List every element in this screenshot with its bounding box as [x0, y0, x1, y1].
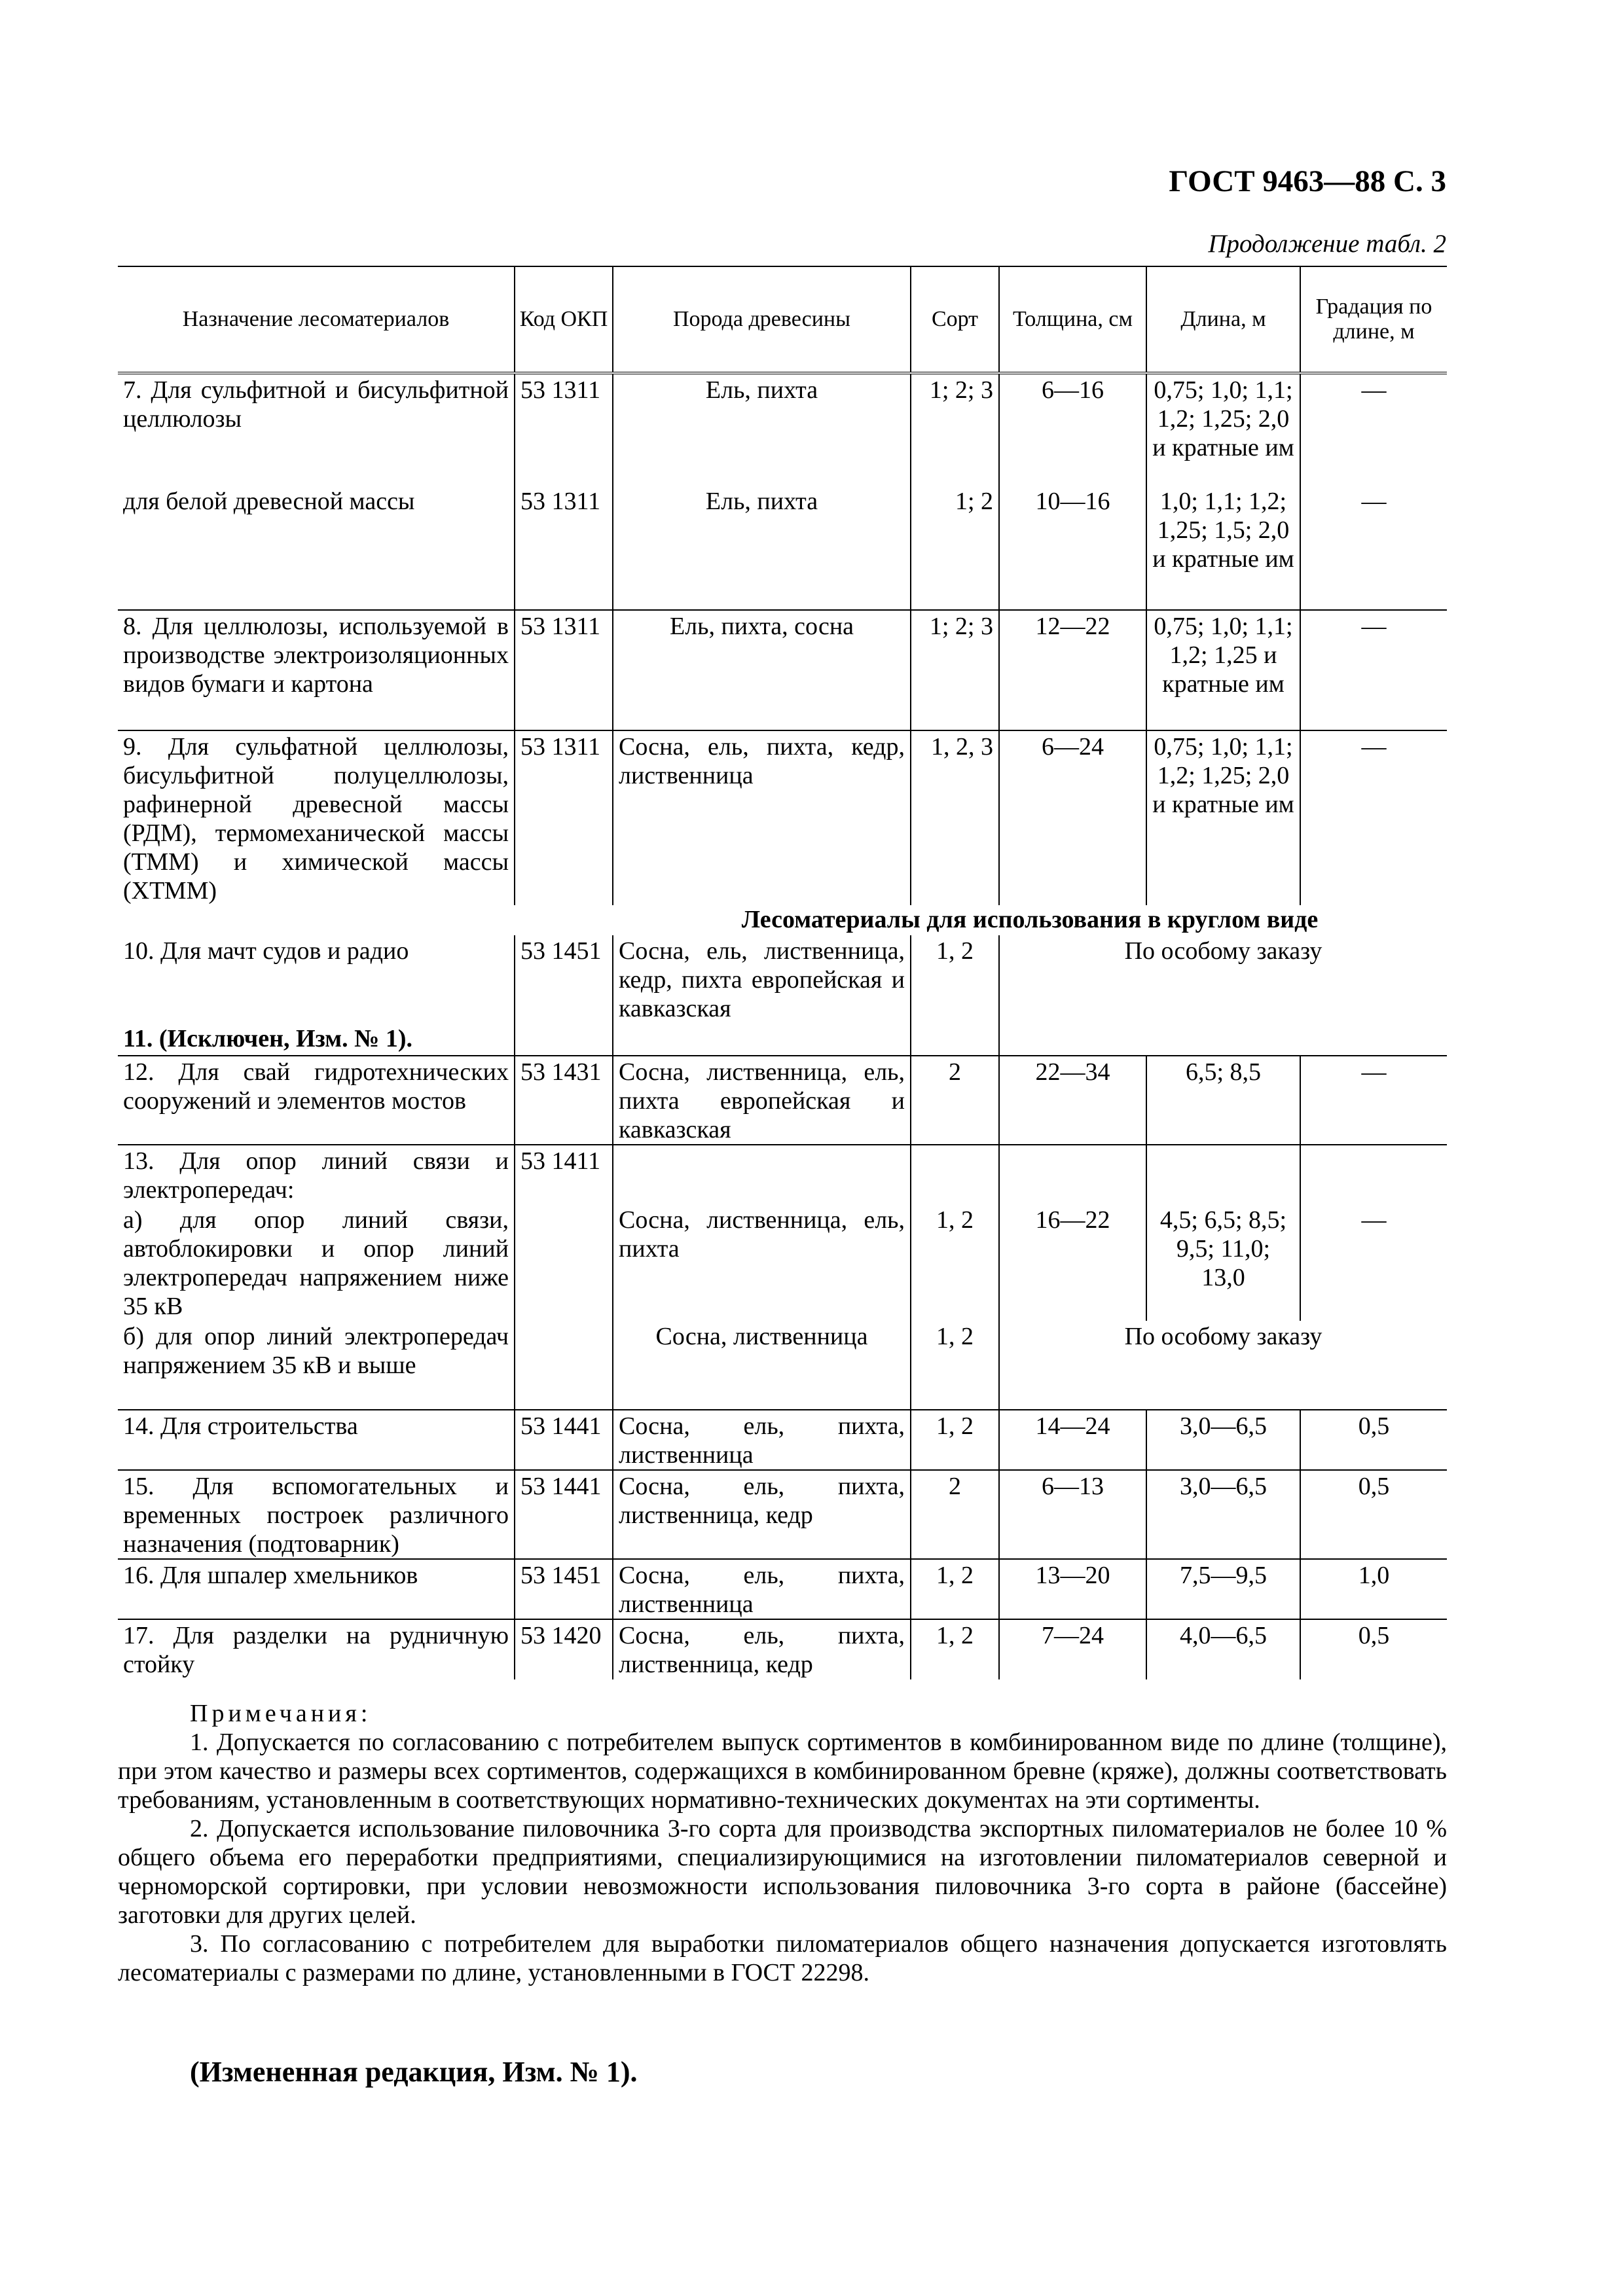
cell-sort: 1; 2; 3 [911, 610, 999, 730]
table-row [118, 1321, 1447, 1410]
table-row [118, 1204, 1447, 1321]
cell-code: 53 1311 [515, 373, 613, 486]
wood-materials-table [118, 266, 1447, 1679]
cell-code [515, 1321, 613, 1410]
cell-length: 4,0—6,5 [1146, 1619, 1300, 1679]
table-section-row [118, 905, 1447, 935]
table-row [118, 935, 1447, 1023]
cell-name: 17. Для разделки на рудничную стойку [123, 1622, 509, 1678]
column-header: Порода древесины [613, 266, 911, 373]
cell-code [515, 1204, 613, 1321]
cell-name: 15. Для вспомогательных и временных построек различного назначения (подтоварник) [123, 1473, 509, 1558]
cell-poroda: Сосна, ель, лиственница, кедр, пихта европейская и кавказская [613, 935, 911, 1023]
cell-name: 16. Для шпалер хмельников [123, 1562, 418, 1589]
cell-empty [999, 1145, 1146, 1204]
cell-length: 7,5—9,5 [1146, 1559, 1300, 1619]
cell-code: 53 1451 [515, 935, 613, 1023]
cell-empty [1146, 1145, 1300, 1204]
table-row [118, 486, 1447, 610]
cell-length: 1,0; 1,1; 1,2; 1,25; 1,5; 2,0 и кратные им [1146, 486, 1300, 610]
cell-poroda: Сосна, ель, пихта, лиственница [613, 1559, 911, 1619]
table-continuation-label: Продолжение табл. 2 [1208, 230, 1446, 258]
cell-sort: 1; 2; 3 [911, 373, 999, 486]
cell-gradation: 0,5 [1300, 1619, 1447, 1679]
cell-code: 53 1431 [515, 1056, 613, 1145]
table-row [118, 1410, 1447, 1470]
cell-code: 53 1311 [515, 486, 613, 610]
note-item: 3. По согласованию с потребителем для выработки пиломатериалов общего назначения допускается изготовлять лесоматериалы с размерами по длине, установленными в ГОСТ 22298. [118, 1930, 1447, 1986]
cell-gradation: — [1300, 1056, 1447, 1145]
cell-empty [613, 1023, 911, 1056]
cell-length: 3,0—6,5 [1146, 1470, 1300, 1559]
cell-empty [911, 1145, 999, 1204]
cell-poroda: Сосна, лиственница, ель, пихта европейская и кавказская [613, 1056, 911, 1145]
notes-section [118, 1699, 1447, 1987]
cell-name: 10. Для мачт судов и радио [123, 937, 409, 965]
cell-thickness: 6—13 [999, 1470, 1146, 1559]
column-header: Градация по длине, м [1300, 266, 1447, 373]
cell-poroda: Ель, пихта [613, 486, 911, 610]
cell-name: б) для опор линий электропередач напряжением 35 кВ и выше [123, 1323, 509, 1379]
cell-gradation: 0,5 [1300, 1470, 1447, 1559]
cell-name: 7. Для сульфитной и бисульфитной целлюлозы [123, 376, 509, 433]
cell-length: 3,0—6,5 [1146, 1410, 1300, 1470]
cell-thickness: 22—34 [999, 1056, 1146, 1145]
table-row [118, 610, 1447, 730]
table-row [118, 373, 1447, 486]
cell-gradation: — [1300, 373, 1447, 486]
cell-empty [515, 1023, 613, 1056]
cell-thickness: 7—24 [999, 1619, 1146, 1679]
section-title: Лесоматериалы для использования в круглом виде [741, 906, 1319, 933]
cell-code: 53 1420 [515, 1619, 613, 1679]
cell-gradation: — [1300, 610, 1447, 730]
cell-sort: 1, 2, 3 [911, 730, 999, 905]
cell-name: 8. Для целлюлозы, используемой в производстве электроизоляционных видов бумаги и картона [123, 613, 509, 698]
cell-sort: 1, 2 [911, 935, 999, 1023]
cell-sort: 1, 2 [911, 1321, 999, 1410]
cell-sort: 1, 2 [911, 1559, 999, 1619]
cell-poroda: Ель, пихта, сосна [613, 610, 911, 730]
note-item: 1. Допускается по согласованию с потребителем выпуск сортиментов в комбинированном виде по длине (толщине), при этом качество и размеры всех сортиментов, содержащихся в комбинированном бревне (кряже), должны соответствовать требованиям, установленным в соответствующих нормативно-технических документах на эти сортименты. [118, 1729, 1447, 1814]
cell-name: а) для опор линий связи, автоблокировки и опор линий электропередач напряжением ниже 35 кВ [123, 1206, 509, 1320]
cell-name: для белой древесной массы [123, 488, 415, 515]
table-header-row [118, 266, 1447, 373]
cell-sort: 2 [911, 1056, 999, 1145]
cell-code: 53 1311 [515, 610, 613, 730]
cell-name: 12. Для свай гидротехнических сооружений и элементов мостов [123, 1058, 509, 1115]
column-header: Сорт [911, 266, 999, 373]
cell-poroda: Сосна, ель, пихта, лиственница, кедр [613, 1470, 911, 1559]
excluded-note: 11. (Исключен, Изм. № 1). [123, 1025, 412, 1052]
cell-name: 9. Для сульфатной целлюлозы, бисульфитной полуцеллюлозы, рафинерной древесной массы (РДМ), термомеханической массы (ТММ) и химической массы (ХТММ) [123, 733, 509, 905]
cell-thickness: 10—16 [999, 486, 1146, 610]
cell-thickness: 14—24 [999, 1410, 1146, 1470]
cell-poroda: Ель, пихта [613, 373, 911, 486]
cell-sort: 1, 2 [911, 1410, 999, 1470]
page-header: ГОСТ 9463—88 С. 3 [1169, 164, 1446, 198]
table-row [118, 1023, 1447, 1056]
cell-length: 0,75; 1,0; 1,1; 1,2; 1,25; 2,0 и кратные им [1146, 373, 1300, 486]
cell-special-order: По особому заказу [999, 935, 1447, 1023]
column-header: Назначение лесоматериалов [182, 307, 450, 331]
column-header: Толщина, см [999, 266, 1146, 373]
table-row [118, 730, 1447, 905]
cell-gradation: — [1300, 486, 1447, 610]
cell-code: 53 1311 [515, 730, 613, 905]
cell-empty [1300, 1145, 1447, 1204]
cell-sort: 1; 2 [911, 486, 999, 610]
table-row [118, 1470, 1447, 1559]
cell-name: 13. Для опор линий связи и электропередач: [123, 1147, 509, 1204]
cell-poroda: Сосна, ель, пихта, лиственница, кедр [613, 1619, 911, 1679]
cell-empty [118, 905, 515, 935]
cell-name: 14. Для строительства [123, 1412, 358, 1440]
cell-empty [911, 1023, 999, 1056]
cell-empty [999, 1023, 1447, 1056]
notes-title: Примечания: [190, 1700, 372, 1727]
cell-name [118, 1023, 515, 1056]
cell-poroda: Сосна, лиственница [613, 1321, 911, 1410]
cell-gradation: 1,0 [1300, 1559, 1447, 1619]
cell-code: 53 1441 [515, 1470, 613, 1559]
cell-poroda: Сосна, лиственница, ель, пихта [613, 1204, 911, 1321]
cell-length: 0,75; 1,0; 1,1; 1,2; 1,25 и кратные им [1146, 610, 1300, 730]
note-item: 2. Допускается использование пиловочника 3-го сорта для производства экспортных пиломатериалов не более 10 % общего объема его переработки предприятиями, специализирующимися на изготовлении пиломатериалов северной и черноморской сортировки, при условии невозможности использования пиловочника 3-го сорта в районе (бассейне) заготовки для других целей. [118, 1815, 1447, 1929]
cell-empty [515, 905, 613, 935]
column-header: Код ОКП [515, 266, 613, 373]
cell-sort: 2 [911, 1470, 999, 1559]
cell-length: 6,5; 8,5 [1146, 1056, 1300, 1145]
column-header: Длина, м [1146, 266, 1300, 373]
cell-thickness: 12—22 [999, 610, 1146, 730]
cell-gradation: — [1300, 730, 1447, 905]
cell-gradation: — [1300, 1204, 1447, 1321]
cell-poroda: Сосна, ель, пихта, кедр, лиственница [613, 730, 911, 905]
cell-poroda: Сосна, ель, пихта, лиственница [613, 1410, 911, 1470]
table-row [118, 1559, 1447, 1619]
cell-code: 53 1411 [515, 1145, 613, 1204]
cell-thickness: 6—24 [999, 730, 1146, 905]
amendment-note: (Измененная редакция, Изм. № 1). [190, 2056, 638, 2088]
cell-thickness: 13—20 [999, 1559, 1146, 1619]
table-row [118, 1619, 1447, 1679]
cell-thickness: 6—16 [999, 373, 1146, 486]
cell-length: 4,5; 6,5; 8,5; 9,5; 11,0; 13,0 [1146, 1204, 1300, 1321]
cell-sort: 1, 2 [911, 1619, 999, 1679]
cell-gradation: 0,5 [1300, 1410, 1447, 1470]
table-row [118, 1056, 1447, 1145]
cell-empty [613, 1145, 911, 1204]
cell-thickness: 16—22 [999, 1204, 1146, 1321]
cell-special-order: По особому заказу [999, 1321, 1447, 1410]
cell-code: 53 1441 [515, 1410, 613, 1470]
cell-length: 0,75; 1,0; 1,1; 1,2; 1,25; 2,0 и кратные им [1146, 730, 1300, 905]
cell-code: 53 1451 [515, 1559, 613, 1619]
cell-sort: 1, 2 [911, 1204, 999, 1321]
table-row [118, 1145, 1447, 1204]
